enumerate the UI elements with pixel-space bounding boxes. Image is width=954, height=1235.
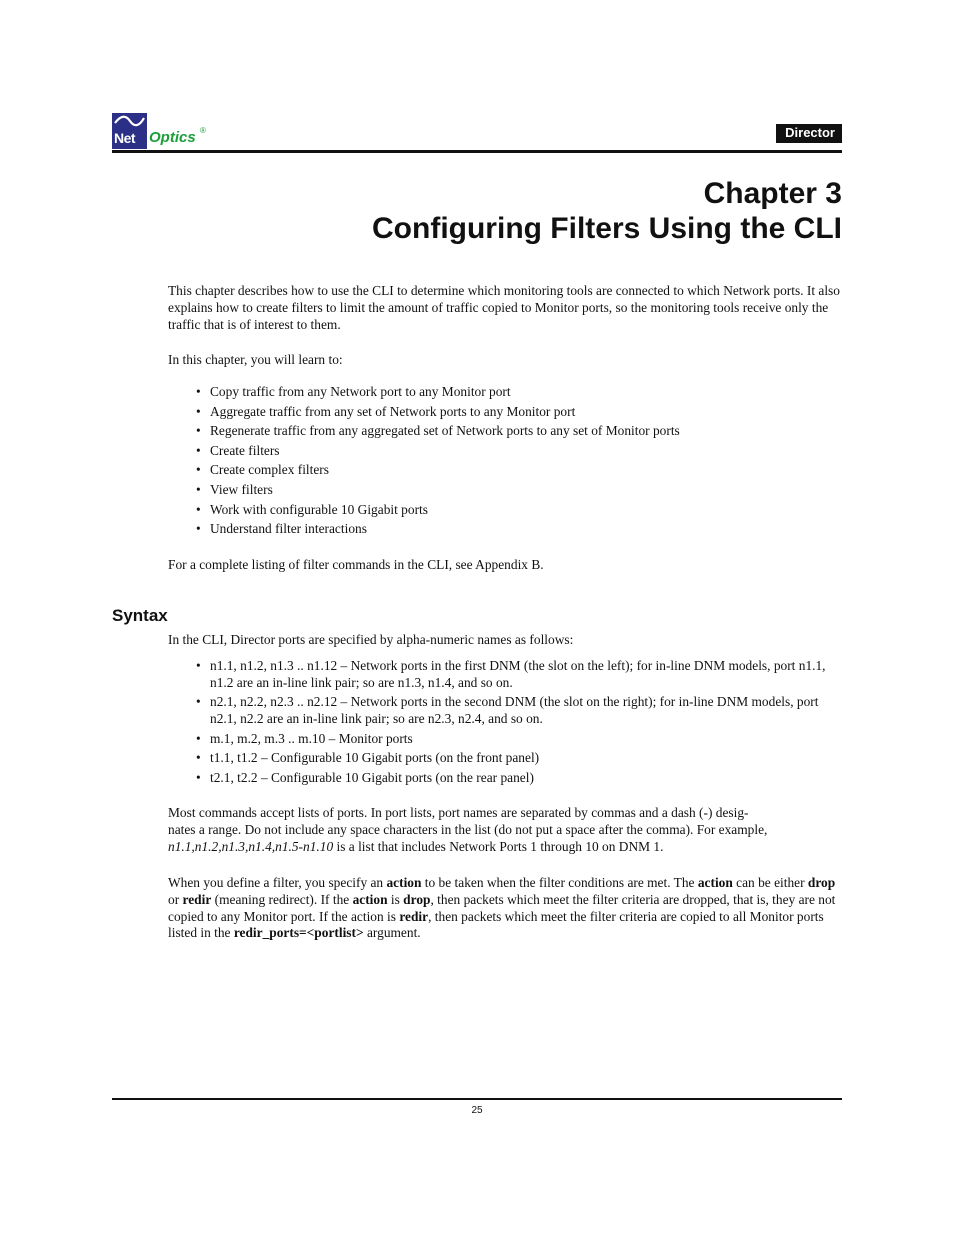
list-item: • Understand filter interactions (196, 521, 367, 537)
keyword-action: action (386, 875, 422, 890)
list-item: • Regenerate traffic from any aggregated set of Network ports to any set of Monitor ports (196, 423, 680, 439)
port-list-example: n1.1,n1.2,n1.3,n1.4,n1.5-n1.10 (168, 838, 334, 854)
keyword-drop: drop (403, 891, 431, 907)
list-item: • t1.1, t1.2 – Configurable 10 Gigabit ports (on the front panel) (196, 750, 540, 766)
appendix-note: For a complete listing of filter commands in the CLI, see Appendix B. (168, 557, 544, 572)
page-number: 25 (471, 1105, 483, 1116)
list-item: • n2.1, n2.2, n2.3 .. n2.12 – Network ports in the second DNM (the slot on the right); for in-line DNM models, port n2.1, n2.2 are an in-line link pair; so are n2.3, n2.4, and so on. (196, 694, 819, 727)
list-item: • Copy traffic from any Network port to any Monitor port (196, 384, 511, 399)
port-lists-paragraph (168, 805, 842, 855)
list-item: • t2.1, t2.2 – Configurable 10 Gigabit ports (on the rear panel) (196, 769, 534, 785)
list-item: • Create filters (196, 442, 280, 458)
port-lists-line-3: n1.1,n1.2,n1.3,n1.4,n1.5-n1.10 is a list that includes Network Ports 1 through 10 on DNM 1. (168, 838, 664, 854)
syntax-lead: In the CLI, Director ports are specified by alpha-numeric names as follows: (168, 632, 574, 647)
keyword-redir: redir (399, 908, 429, 924)
logo-registered-mark: ® (200, 126, 206, 135)
port-list (168, 658, 842, 787)
list-item: • Create complex filters (196, 462, 329, 478)
port-lists-line-2: nates a range. Do not include any space characters in the list (do not put a space after the comma). For example, (168, 821, 768, 837)
list-item: • m.1, m.2, m.3 .. m.10 – Monitor ports (196, 730, 413, 746)
chapter-title (372, 176, 842, 246)
header-divider (112, 150, 842, 153)
netoptics-logo (112, 113, 212, 149)
keyword-action: action (352, 891, 388, 907)
action-paragraph: When you define a filter, you specify an action to be taken when the filter conditions are met. The action can be either drop or redir (meaning redirect). If the action is drop, then packets which meet the filter criteria are dropped, that is, they are not copied to any Monitor port. If the action is redir, then packets which meet the filter criteria are copied to all Monitor ports listed in the redir_ports=<portlist> argument. (168, 875, 836, 941)
logo-optics-text: Optics (149, 129, 196, 146)
intro-paragraph: This chapter describes how to use the CLI to determine which monitoring tools are connected to which Network ports. It also explains how to create filters to limit the amount of traffic copied to Monitor ports, so the monitoring tools receive only the traffic that is of interest to them. (168, 283, 840, 332)
logo-net-text: Net (114, 130, 136, 146)
list-item: • n1.1, n1.2, n1.3 .. n1.12 – Network ports in the first DNM (the slot on the left); for in-line DNM models, port n1.1, n1.2 are an in-line link pair; so are n1.3, n1.4, and so on. (196, 658, 826, 690)
keyword-drop: drop (807, 875, 836, 890)
chapter-name: Configuring Filters Using the CLI (372, 212, 842, 245)
list-item: • Aggregate traffic from any set of Network ports to any Monitor port (196, 403, 576, 419)
learn-lead: In this chapter, you will learn to: (168, 352, 343, 367)
port-lists-line-1: Most commands accept lists of ports. In port lists, port names are separated by commas and a dash (-) desig- (168, 805, 749, 820)
keyword-redir: redir (182, 891, 212, 907)
list-item: • Work with configurable 10 Gigabit ports (196, 501, 428, 517)
list-item: • View filters (196, 481, 273, 497)
learn-list (168, 384, 842, 538)
keyword-action: action (697, 875, 733, 890)
chapter-number: Chapter 3 (703, 177, 842, 210)
footer-divider (112, 1098, 842, 1100)
keyword-redir-ports: redir_ports=<portlist> (233, 925, 364, 941)
section-tag: Director (776, 124, 842, 143)
section-heading-syntax: Syntax (112, 606, 168, 625)
